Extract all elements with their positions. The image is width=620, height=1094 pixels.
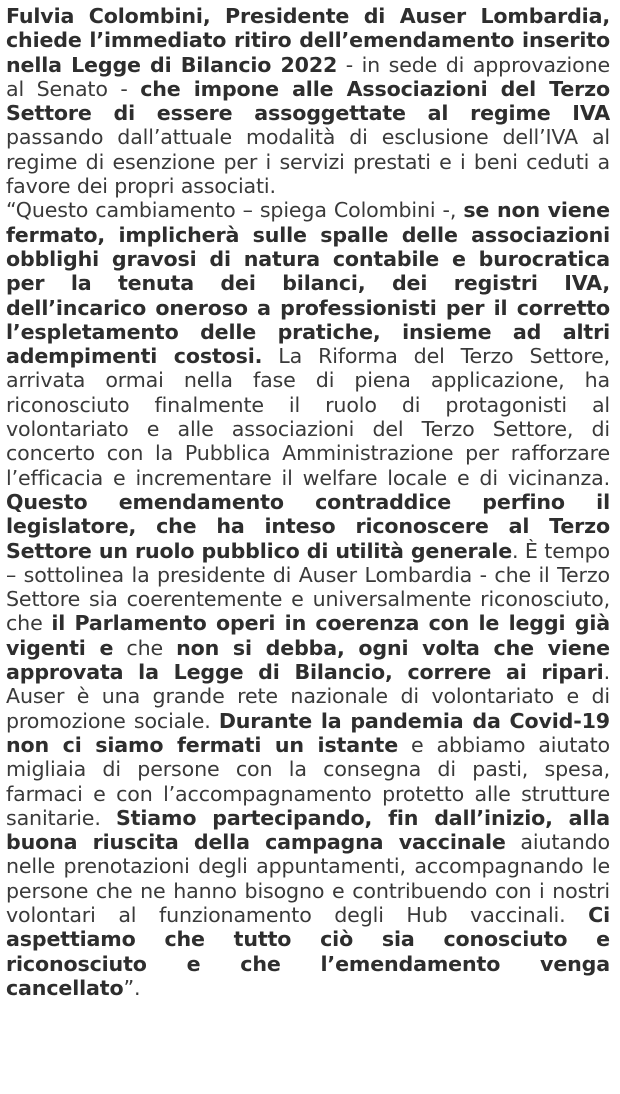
paragraph-2 [6, 198, 610, 1000]
text-run: “Questo cambiamento – spiega Colombini -, [6, 198, 464, 223]
text-run: passando dall’attuale modalità di esclusione dell’IVA al regime di esenzione per i servizi prestati e i beni ceduti a favore dei propri associati. [6, 125, 610, 199]
text-run: che [113, 635, 177, 660]
text-run: Fulvia Colombini, Presidente di Auser Lombardia, chiede l’immediato ritiro dell’emendamento inserito nella Legge di Bilancio 2022 [6, 4, 610, 77]
text-run: non si debba, ogni volta che viene approvata la Legge di Bilancio, correre ai ripari [6, 635, 611, 685]
text-run: Durante la pandemia da Covid-19 non ci siamo fermati un istante [6, 708, 610, 757]
text-run: aiutando nelle prenotazioni degli appuntamenti, accompagnando le persone che ne hanno bisogno e contribuendo con i nostri volontari al funzionamento degli Hub vaccinali. [6, 830, 610, 927]
text-run: e abbiamo aiutato migliaia di persone con la consegna di pasti, spesa, farmaci e con l’accompagnamento protetto alle strutture sanitarie. [6, 732, 610, 830]
text-run: che impone alle Associazioni del Terzo Settore di essere assoggettate al regime IVA [6, 76, 610, 126]
text-run: Stiamo partecipando, fin dall’inizio, alla buona riuscita della campagna vaccinale [6, 805, 610, 855]
text-run: Ci aspettiamo che tutto ciò sia conosciuto e riconosciuto e che l’emendamento venga cancellato [6, 902, 610, 1000]
text-run: - in sede di approvazione al Senato - [6, 52, 610, 101]
text-run: . È tempo – sottolinea la presidente di Auser Lombardia - che il Terzo Settore sia coerentemente e universalmente riconosciuto, che [6, 538, 610, 636]
text-run: Questo emendamento contraddice perfino il legislatore, che ha inteso riconoscere al Terzo Settore un ruolo pubblico di utilità generale [6, 489, 610, 563]
text-run: La Riforma del Terzo Settore, arrivata ormai nella fase di piena applicazione, ha riconosciuto finalmente il ruolo di protagonisti al volontariato e alle associazioni del Terzo Settore, di concerto con la Pubblica Amministrazione per rafforzare l’efficacia e incrementare il welfare locale e di vicinanza. [6, 344, 610, 490]
text-run: il Parlamento operi in coerenza con le leggi già vigenti e [6, 611, 610, 660]
paragraph-1 [6, 4, 610, 198]
text-run: se non viene fermato, implicherà sulle spalle delle associazioni obblighi gravosi di natura contabile e burocratica per la tenuta dei bilanci, dei registri IVA, dell’incarico oneroso a professionisti per il corretto l’espletamento delle pratiche, insieme ad altri adempimenti costosi. [6, 198, 610, 369]
text-run: . Auser è una grande rete nazionale di volontariato e di promozione sociale. [6, 660, 610, 733]
text-run: ”. [123, 975, 141, 1000]
